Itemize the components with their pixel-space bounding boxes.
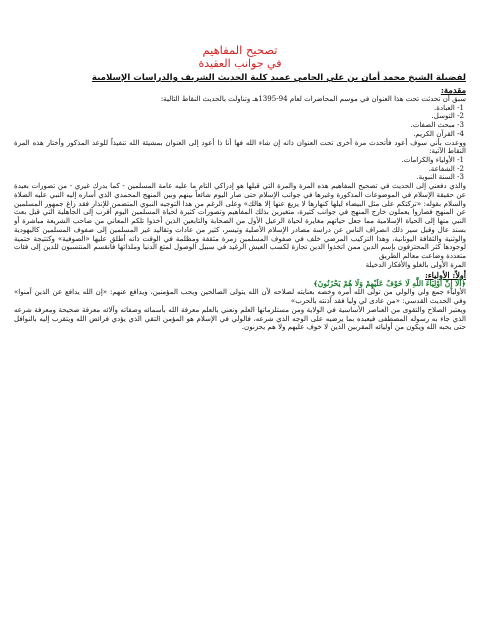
section-text: الأولياء جمع ولي والولي من تولى الله أمره وخصه بعنايته لصلاحه لأن الله يتولى الصالحين ويحب المؤمنين، ويدافع عنهم: «إن الله يدافع عن الذين آمنوا» وفي الحديث القدسي: «من عادى لي وليا فقد آذنته بالحرب» (14, 287, 466, 306)
list-item: 2- الشفاعة. (428, 163, 464, 173)
intro-text: سبق أن تحدثت تحت هذا العنوان في موسم المحاضرات لعام 94-1395هـ وتناولت بالحديث النقاط التالية: (160, 94, 466, 103)
list-item: 1- العبادة. (434, 102, 464, 112)
closing-text: ويعتبر الصلاح والتقوى من العناصر الأساسية في الولاية ومن مستلزماتها العلم ونعني بالعلم معرفة الله بأسمائه وصفاته وآلائه معرفة صحيحة ومعرفة شرعه الذي جاء به رسوله المصطفى فيعبده بما يرضيه على الوجه الذي شرعه، فالولي في الإسلام هو المؤمن التقي الذي يؤدي فرائض الله ويتقرب إليه بالنوافل حتى يحبه الله ويكون من أوليائه المقربين الذين لا خوف عليهم ولا هم يحزنون. (14, 304, 466, 332)
list-item: 1- الأولياء والكرامات. (401, 155, 464, 165)
page-subtitle: في جوانب العقيدة (198, 57, 282, 70)
author-line: لفضيلة الشيخ محمد أمان بن علي الجامي عميد كلية الحديث الشريف والدراسات الإسلامية (91, 73, 466, 83)
document-page (14, 44, 466, 634)
body-paragraph: والذي دفعني إلى الحديث في تصحيح المفاهيم هذه المرة والمرة التي قبلها هو إدراكي التام ما عليه عامة المسلمين - كما يدرك غيري - من تصورات بعيدة عن حقيقة الإسلام في الموضوعات المذكورة وغيرها في جوانب الإسلام حتى صار اليوم شائعاً بينهم وبين المنهج المحمدي الذي أساره إليه النبي عليه الصلاة والسلام بقوله: «تركتكم على مثل البيضاء ليلها كنهارها لا يزيغ عنها إلا هالك» وعلى الرغم من هذا التوجيه النبوي المتضمن للإنذار فقد زاغ جمهور المسلمين عن المنهج فصاروا يعملون خارج المنهج في جوانب كثيرة، متغيرين بذلك المفاهيم وتصورات كثيرة لحياة المسلمين اليوم أقرب إلى الجاهلية التي قبل بعث النبي منها إلى الحياة الإسلامية مما جعل حياتهم مغايرة لحياة الرعيل الأول من الصحابة والتابعين الذين أخذوا تلكم المعاني من صاحب الشريعة مباشرة أو بسند عال وقبل سير ذلك انصراف الناس عن دراسة مصادر الإسلام الأصلية وتيسر، كثير من عادات وتقاليد غير المسلمين إلى صفوف المسلمين كاليهودية والوثنية والثقافة اليونانية، وهذا التركيب المرضي خلف في صفوف المسلمين زمرة مثقفة ومظلمة في الوقت ذاته أطلق عليها «الصوفية» وكتتيجة حتمية لوجودها كثر المحترفون بإسم الدين ممن اتخذوا الدين تجارة لكسب العيش الرغيد في سبيل الوصول لمتع الدنيا وملذاتها فانقسم المنتسبون للدين إلى فئات متعددة وضاعت معالم الطريق (14, 181, 466, 261)
section-heading: أولاً: الأولياء: (424, 269, 466, 280)
list-item: 2- التوسل. (431, 111, 464, 121)
quran-verse: ﴿أَلَا إِنَّ أَوْلِيَاءَ اللَّهِ لَا خَوْفٌ عَلَيْهِمْ وَلَا هُمْ يَحْزَنُونَ﴾ (313, 278, 466, 288)
list-item: 3- السنة النبوية. (416, 172, 464, 182)
first-list (14, 104, 466, 139)
promise-text: ووعدت بأني سوف أعود فأتحدث مرة أخرى تحت العنوان ذاته إن شاء الله فها أنا ذا أعود إلى العنوان بمشيئة الله تنفيذاً للوعد المذكور وأختار هذه المرة النقاط الآتية: (14, 137, 466, 156)
note-line: المرة الأولى بالغلو والأفكار الدخيلة (365, 259, 466, 269)
second-list (14, 156, 466, 182)
list-item: 3- مبحث الصفات. (410, 120, 464, 130)
intro-heading: مقدمة: (440, 85, 466, 95)
page-title: تصحيح المفاهيم (202, 44, 278, 57)
list-item: 4- القرآن الكريم. (413, 128, 464, 138)
